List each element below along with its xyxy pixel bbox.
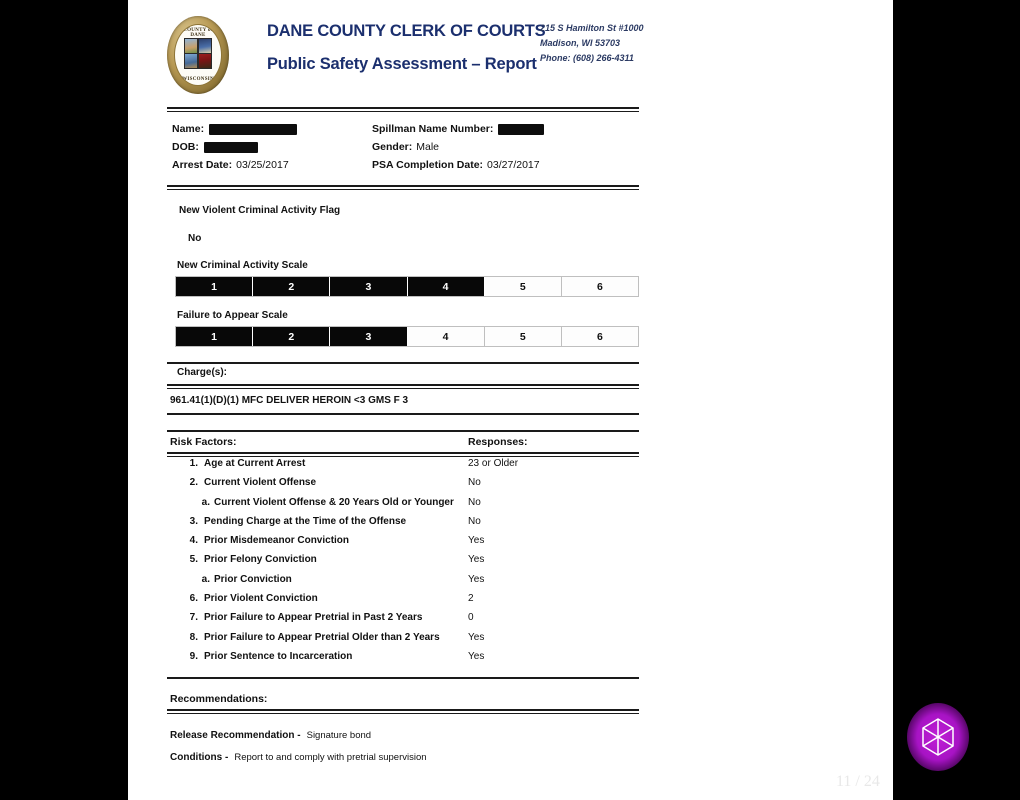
fta-cell-2: 2 xyxy=(253,327,330,346)
fta-cell-5: 5 xyxy=(485,327,562,346)
rf-response: Yes xyxy=(468,573,485,585)
nca-cell-2: 2 xyxy=(253,277,330,296)
document-header xyxy=(167,10,657,102)
risk-factor-row xyxy=(170,458,640,477)
rf-number: 4. xyxy=(189,535,198,547)
recommendations-header-divider xyxy=(167,709,639,714)
conditions-label: Conditions - xyxy=(170,752,229,763)
charges-top-divider xyxy=(167,362,639,364)
rf-response: No xyxy=(468,515,481,527)
rf-response: 0 xyxy=(468,612,474,624)
risk-factor-row xyxy=(170,651,640,670)
risk-factor-row xyxy=(170,554,640,573)
risk-factor-row xyxy=(170,632,640,651)
risk-factors-top-divider xyxy=(167,430,639,432)
risk-factor-row xyxy=(170,516,640,535)
agency-title: DANE COUNTY CLERK OF COURTS xyxy=(267,22,546,40)
gender-value: Male xyxy=(416,141,440,153)
rf-number: 3. xyxy=(189,515,198,527)
info-row-dob xyxy=(172,138,642,156)
nca-cell-4: 4 xyxy=(408,277,485,296)
charges-header-divider xyxy=(167,384,639,389)
info-row-name xyxy=(172,120,642,138)
spillman-label: Spillman Name Number: xyxy=(372,123,494,135)
release-recommendation-label: Release Recommendation - xyxy=(170,730,301,741)
rf-label: Pending Charge at the Time of the Offense xyxy=(204,515,407,527)
fta-cell-4: 4 xyxy=(408,327,485,346)
watermark-logo xyxy=(907,703,969,771)
rf-label: Prior Failure to Appear Pretrial Older than 2 Years xyxy=(204,631,440,643)
info-row-dates xyxy=(172,156,642,174)
rf-response: Yes xyxy=(468,554,485,566)
name-value-redacted xyxy=(209,124,297,135)
conditions-row xyxy=(170,752,427,763)
rf-label: Prior Conviction xyxy=(214,573,292,585)
nca-cell-6: 6 xyxy=(562,277,638,296)
address-line-2: Madison, WI 53703 xyxy=(540,38,621,48)
risk-factors-header: Risk Factors: xyxy=(170,436,237,448)
header-divider xyxy=(167,107,639,112)
rf-label: Current Violent Offense xyxy=(204,477,317,489)
risk-factors-list xyxy=(170,458,640,670)
document-title: Public Safety Assessment – Report xyxy=(267,55,537,73)
rf-response: 23 or Older xyxy=(468,458,519,469)
risk-factor-row xyxy=(170,574,640,593)
nca-cell-3: 3 xyxy=(330,277,407,296)
rf-response: 2 xyxy=(468,593,474,605)
rf-number: 8. xyxy=(189,631,198,643)
charges-label: Charge(s): xyxy=(177,367,228,378)
gender-label: Gender: xyxy=(372,141,413,153)
rf-label: Prior Sentence to Incarceration xyxy=(204,650,353,662)
new-criminal-activity-scale-label: New Criminal Activity Scale xyxy=(177,260,308,271)
subject-info-block xyxy=(172,120,642,174)
name-label: Name: xyxy=(172,123,205,135)
rf-number: 7. xyxy=(189,612,198,624)
hexagon-logo-icon xyxy=(920,717,956,757)
release-recommendation-row xyxy=(170,730,371,741)
arrest-date-label: Arrest Date: xyxy=(172,159,233,171)
rf-number: 9. xyxy=(189,650,198,662)
rf-label: Prior Misdemeanor Conviction xyxy=(204,535,350,547)
responses-header: Responses: xyxy=(468,436,528,448)
charges-bottom-divider xyxy=(167,413,639,415)
risk-factor-row xyxy=(170,535,640,554)
rf-number: 2. xyxy=(189,477,198,489)
dane-county-seal-icon xyxy=(167,16,229,94)
seal-top-text: COUNTY of DANE xyxy=(183,28,213,38)
seal-shield xyxy=(184,38,212,69)
violent-flag-label: New Violent Criminal Activity Flag xyxy=(179,205,341,216)
failure-to-appear-scale-label: Failure to Appear Scale xyxy=(177,310,288,321)
new-criminal-activity-scale xyxy=(175,276,639,297)
conditions-value: Report to and comply with pretrial supervision xyxy=(234,752,427,763)
risk-factor-row xyxy=(170,477,640,496)
violent-flag-value: No xyxy=(188,233,202,244)
fta-cell-3: 3 xyxy=(330,327,407,346)
dob-label: DOB: xyxy=(172,141,199,153)
rf-label: Prior Violent Conviction xyxy=(204,593,318,605)
rf-number: 5. xyxy=(189,554,198,566)
rf-label: Current Violent Offense & 20 Years Old or Younger xyxy=(214,496,454,508)
info-divider xyxy=(167,185,639,190)
rf-response: Yes xyxy=(468,650,485,662)
risk-factor-row xyxy=(170,612,640,631)
rf-number: 1. xyxy=(189,458,198,469)
rf-number: a. xyxy=(201,496,210,508)
rf-response: No xyxy=(468,477,481,489)
dob-value-redacted xyxy=(204,142,258,153)
psa-completion-value: 03/27/2017 xyxy=(487,159,540,171)
spillman-value-redacted xyxy=(498,124,544,135)
failure-to-appear-scale xyxy=(175,326,639,347)
rf-response: Yes xyxy=(468,535,485,547)
recommendations-header: Recommendations: xyxy=(170,693,268,705)
psa-completion-label: PSA Completion Date: xyxy=(372,159,484,171)
risk-factor-row xyxy=(170,497,640,516)
release-recommendation-value: Signature bond xyxy=(306,730,372,741)
rf-label: Age at Current Arrest xyxy=(204,458,306,469)
rf-label: Prior Failure to Appear Pretrial in Past 2 Years xyxy=(204,612,423,624)
charge-item: 961.41(1)(D)(1) MFC DELIVER HEROIN <3 GMS F 3 xyxy=(170,395,409,406)
seal-bottom-text: WISCONSIN xyxy=(182,77,214,82)
risk-factor-row xyxy=(170,593,640,612)
address-phone: Phone: (608) 266-4311 xyxy=(540,53,634,63)
fta-cell-1: 1 xyxy=(176,327,253,346)
rf-label: Prior Felony Conviction xyxy=(204,554,317,566)
rf-number: a. xyxy=(201,573,210,585)
recommendations-top-divider xyxy=(167,677,639,679)
rf-response: Yes xyxy=(468,631,485,643)
rf-number: 6. xyxy=(189,593,198,605)
agency-address xyxy=(540,21,644,66)
header-title-block xyxy=(267,22,546,74)
address-line-1: 215 S Hamilton St #1000 xyxy=(540,23,644,33)
arrest-date-value: 03/25/2017 xyxy=(236,159,289,171)
nca-cell-1: 1 xyxy=(176,277,253,296)
nca-cell-5: 5 xyxy=(485,277,562,296)
page-indicator: 11 / 24 xyxy=(836,773,880,790)
fta-cell-6: 6 xyxy=(562,327,638,346)
risk-factors-header-divider xyxy=(167,452,639,457)
rf-response: No xyxy=(468,496,481,508)
